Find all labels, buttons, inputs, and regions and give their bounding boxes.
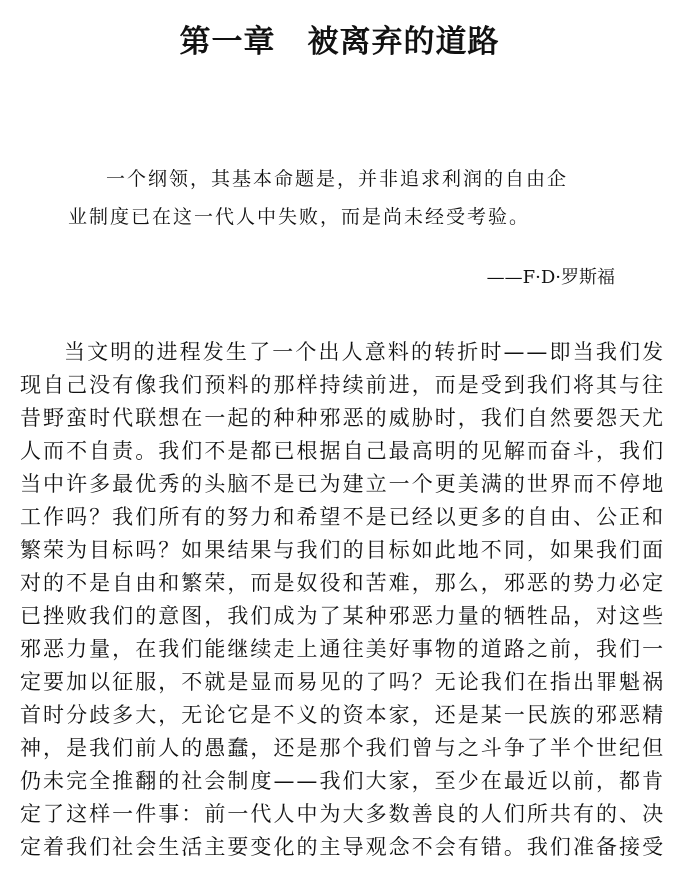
body-line: 工作吗？我们所有的努力和希望不是已经以更多的自由、公正和 [20, 505, 665, 529]
body-line: 定了这样一件事：前一代人中为大多数善良的人们所共有的、决 [20, 802, 665, 826]
body-line: 昔野蛮时代联想在一起的种种邪恶的威胁时，我们自然要怨天尤 [20, 406, 665, 430]
epigraph [68, 160, 628, 236]
body-line: 邪恶力量，在我们能继续走上通往美好事物的道路之前，我们一 [20, 637, 665, 661]
chapter-title: 第一章 被离弃的道路 [179, 24, 500, 60]
body-line: 人而不自责。我们不是都已根据自己最高明的见解而奋斗，我们 [20, 439, 665, 463]
epigraph-line: 一个纲领，其基本命题是，并非追求利润的自由企 [106, 168, 569, 190]
body-line: 神，是我们前人的愚蠢，还是那个我们曾与之斗争了半个世纪但 [20, 736, 665, 760]
body-line: 已挫败我们的意图，我们成为了某种邪恶力量的牺牲品，对这些 [20, 604, 665, 628]
body-line: 定着我们社会生活主要变化的主导观念不会有错。我们准备接受 [20, 835, 665, 859]
body-paragraph [20, 336, 665, 864]
body-line: 繁荣为目标吗？如果结果与我们的目标如此地不同，如果我们面 [20, 538, 665, 562]
epigraph-line: 业制度已在这一代人中失败，而是尚未经受考验。 [68, 206, 531, 228]
body-line: 定要加以征服，不就是显而易见的了吗？无论我们在指出罪魁祸 [20, 670, 665, 694]
epigraph-attribution: ——F·D·罗斯福 [486, 267, 615, 288]
body-line: 当文明的进程发生了一个出人意料的转折时——即当我们发 [64, 340, 665, 364]
body-line: 现自己没有像我们预料的那样持续前进，而是受到我们将其与往 [20, 373, 665, 397]
body-line: 首时分歧多大，无论它是不义的资本家，还是某一民族的邪恶精 [20, 703, 665, 727]
body-line: 仍未完全推翻的社会制度——我们大家，至少在最近以前，都肯 [20, 769, 665, 793]
body-line: 对的不是自由和繁荣，而是奴役和苦难，那么，邪恶的势力必定 [20, 571, 665, 595]
body-line: 当中许多最优秀的头脑不是已为建立一个更美满的世界而不停地 [20, 472, 665, 496]
